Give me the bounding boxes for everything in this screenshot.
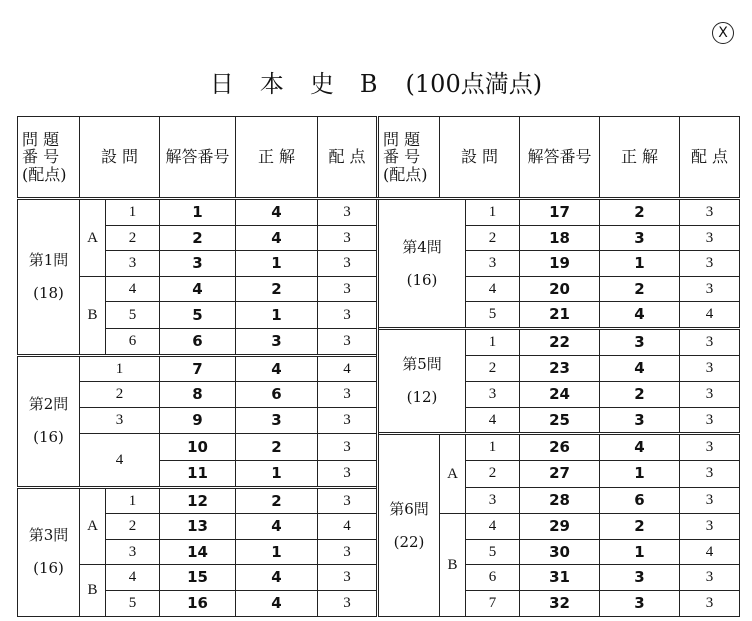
answer-number: 27 [520,460,600,487]
answer-number: 11 [160,460,236,487]
correct-answer: 1 [600,539,680,565]
points: 3 [680,199,740,226]
correct-answer: 4 [600,355,680,382]
points: 3 [680,276,740,302]
correct-answer: 4 [236,590,318,616]
answer-number: 21 [520,302,600,329]
sub-question: 5 [466,302,520,329]
points: 3 [680,460,740,487]
answer-number: 6 [160,328,236,355]
sub-question: 2 [106,514,160,540]
points: 3 [680,590,740,616]
correct-answer: 3 [600,225,680,251]
corner-mark: X [712,22,734,44]
answer-number: 29 [520,514,600,540]
answer-number: 18 [520,225,600,251]
correct-answer: 3 [236,407,318,434]
page-title [0,64,752,99]
answer-number: 3 [160,251,236,277]
correct-answer: 4 [236,199,318,226]
answer-number: 20 [520,276,600,302]
sub-question: 1 [466,328,520,355]
points: 3 [318,539,378,565]
answer-number: 30 [520,539,600,565]
points: 3 [318,434,378,461]
points: 3 [318,225,378,251]
points: 4 [680,539,740,565]
answer-number: 13 [160,514,236,540]
correct-answer: 1 [236,251,318,277]
header-section: 問 題 番 号 (配点) [378,117,440,199]
part-a: A [80,199,106,277]
correct-answer: 3 [600,590,680,616]
points: 3 [680,565,740,591]
answer-number: 31 [520,565,600,591]
group-2: 第2問 (16) [18,355,80,487]
sub-question: 4 [80,434,160,487]
correct-answer: 4 [600,302,680,329]
correct-answer: 4 [236,514,318,540]
sub-question: 2 [466,355,520,382]
sub-question: 1 [466,199,520,226]
sub-question: 2 [80,382,160,408]
points: 3 [318,302,378,329]
part-b: B [80,276,106,355]
answer-number: 16 [160,590,236,616]
answer-number: 32 [520,590,600,616]
sub-question: 2 [466,225,520,251]
sub-question: 6 [106,328,160,355]
sub-question: 4 [106,565,160,591]
answer-number: 2 [160,225,236,251]
points: 3 [680,407,740,434]
answer-number: 19 [520,251,600,277]
correct-answer: 3 [600,328,680,355]
sub-question: 1 [80,355,160,382]
answer-number: 26 [520,434,600,461]
sub-question: 2 [466,460,520,487]
header-section: 問 題 番 号 (配点) [18,117,80,199]
answer-number: 14 [160,539,236,565]
sub-question: 5 [106,302,160,329]
sub-question: 3 [466,251,520,277]
correct-answer: 2 [236,276,318,302]
correct-answer: 1 [600,460,680,487]
points: 4 [318,514,378,540]
sub-question: 5 [106,590,160,616]
correct-answer: 4 [236,355,318,382]
sub-question: 1 [106,199,160,226]
correct-answer: 1 [236,460,318,487]
answer-number: 8 [160,382,236,408]
sub-question: 4 [106,276,160,302]
sub-question: 3 [106,539,160,565]
answer-number: 5 [160,302,236,329]
sub-question: 3 [80,407,160,434]
points: 3 [318,328,378,355]
answer-number: 4 [160,276,236,302]
part-a: A [80,487,106,565]
sub-question: 6 [466,565,520,591]
correct-answer: 3 [600,565,680,591]
answer-number: 7 [160,355,236,382]
points: 4 [318,355,378,382]
answer-number: 10 [160,434,236,461]
points: 4 [680,302,740,329]
answer-number: 25 [520,407,600,434]
points: 3 [318,276,378,302]
group-6: 第6問 (22) [378,434,440,616]
points: 3 [680,251,740,277]
points: 3 [680,434,740,461]
header-row [18,117,740,199]
correct-answer: 4 [600,434,680,461]
header-answer-no: 解答番号 [520,117,600,199]
header-points: 配 点 [318,117,378,199]
correct-answer: 3 [600,407,680,434]
correct-answer: 1 [236,302,318,329]
points: 3 [680,225,740,251]
answer-table [17,116,740,617]
correct-answer: 2 [600,514,680,540]
points: 3 [680,382,740,408]
answer-number: 15 [160,565,236,591]
part-b: B [440,514,466,616]
group-4: 第4問 (16) [378,199,466,329]
answer-number: 1 [160,199,236,226]
answer-number: 28 [520,487,600,514]
sub-question: 4 [466,276,520,302]
points: 3 [318,460,378,487]
sub-question: 1 [106,487,160,514]
group-1: 第1問 (18) [18,199,80,356]
group-3: 第3問 (16) [18,487,80,616]
title-main: 日本史B [209,70,404,98]
correct-answer: 1 [600,251,680,277]
sub-question: 3 [106,251,160,277]
correct-answer: 6 [236,382,318,408]
points: 3 [318,590,378,616]
answer-number: 24 [520,382,600,408]
sub-question: 4 [466,407,520,434]
correct-answer: 2 [600,382,680,408]
points: 3 [318,407,378,434]
header-question: 設 問 [80,117,160,199]
correct-answer: 2 [600,276,680,302]
header-answer-no: 解答番号 [160,117,236,199]
table-row [18,434,740,461]
sub-question: 5 [466,539,520,565]
header-points: 配 点 [680,117,740,199]
sub-question: 3 [466,382,520,408]
points: 3 [318,251,378,277]
sub-question: 7 [466,590,520,616]
group-5: 第5問 (12) [378,328,466,433]
correct-answer: 1 [236,539,318,565]
sub-question: 3 [466,487,520,514]
sub-question: 2 [106,225,160,251]
table-row [18,199,740,226]
correct-answer: 2 [236,434,318,461]
answer-number: 23 [520,355,600,382]
header-correct: 正 解 [600,117,680,199]
correct-answer: 3 [236,328,318,355]
points: 3 [680,487,740,514]
points: 3 [318,382,378,408]
points: 3 [318,565,378,591]
correct-answer: 4 [236,565,318,591]
points: 3 [680,514,740,540]
answer-number: 12 [160,487,236,514]
correct-answer: 6 [600,487,680,514]
header-question: 設 問 [440,117,520,199]
correct-answer: 4 [236,225,318,251]
correct-answer: 2 [236,487,318,514]
title-sub: (100点満点) [405,70,543,98]
answer-number: 9 [160,407,236,434]
points: 3 [680,328,740,355]
part-a: A [440,434,466,514]
points: 3 [318,199,378,226]
answer-number: 17 [520,199,600,226]
points: 3 [680,355,740,382]
sub-question: 4 [466,514,520,540]
sub-question: 1 [466,434,520,461]
part-b: B [80,565,106,616]
table-row [18,328,740,355]
points: 3 [318,487,378,514]
correct-answer: 2 [600,199,680,226]
answer-number: 22 [520,328,600,355]
header-correct: 正 解 [236,117,318,199]
